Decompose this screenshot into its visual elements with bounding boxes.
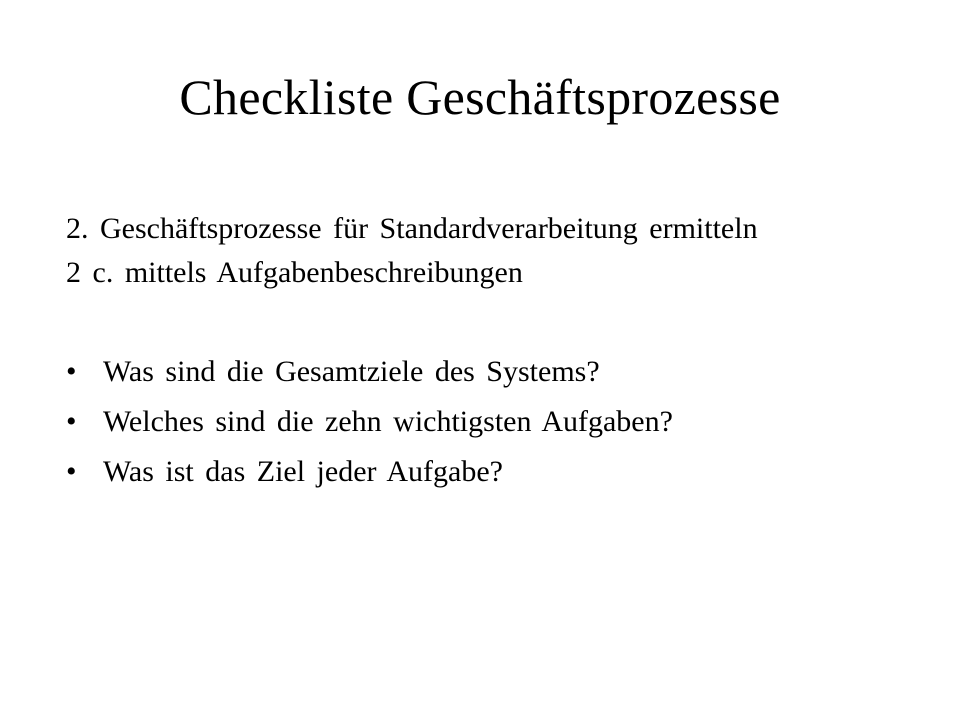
slide-body — [66, 207, 926, 497]
section-heading: 2. Geschäftsprozesse für Standardverarbeitung ermitteln — [66, 212, 758, 245]
bullet-list — [66, 347, 926, 497]
bullet-text: Was ist das Ziel jeder Aufgabe? — [103, 455, 503, 488]
bullet-item — [66, 347, 926, 397]
bullet-item — [66, 397, 926, 447]
bullet-icon: • — [66, 355, 77, 388]
bullet-icon: • — [66, 405, 77, 438]
bullet-icon: • — [66, 455, 77, 488]
bullet-item — [66, 447, 926, 497]
bullet-text: Was sind die Gesamtziele des Systems? — [103, 355, 600, 388]
bullet-text: Welches sind die zehn wichtigsten Aufgaben? — [103, 405, 673, 438]
slide-title: Checkliste Geschäftsprozesse — [179, 69, 781, 125]
subsection-heading: 2 c. mittels Aufgabenbeschreibungen — [66, 256, 523, 289]
spacer — [66, 295, 926, 347]
